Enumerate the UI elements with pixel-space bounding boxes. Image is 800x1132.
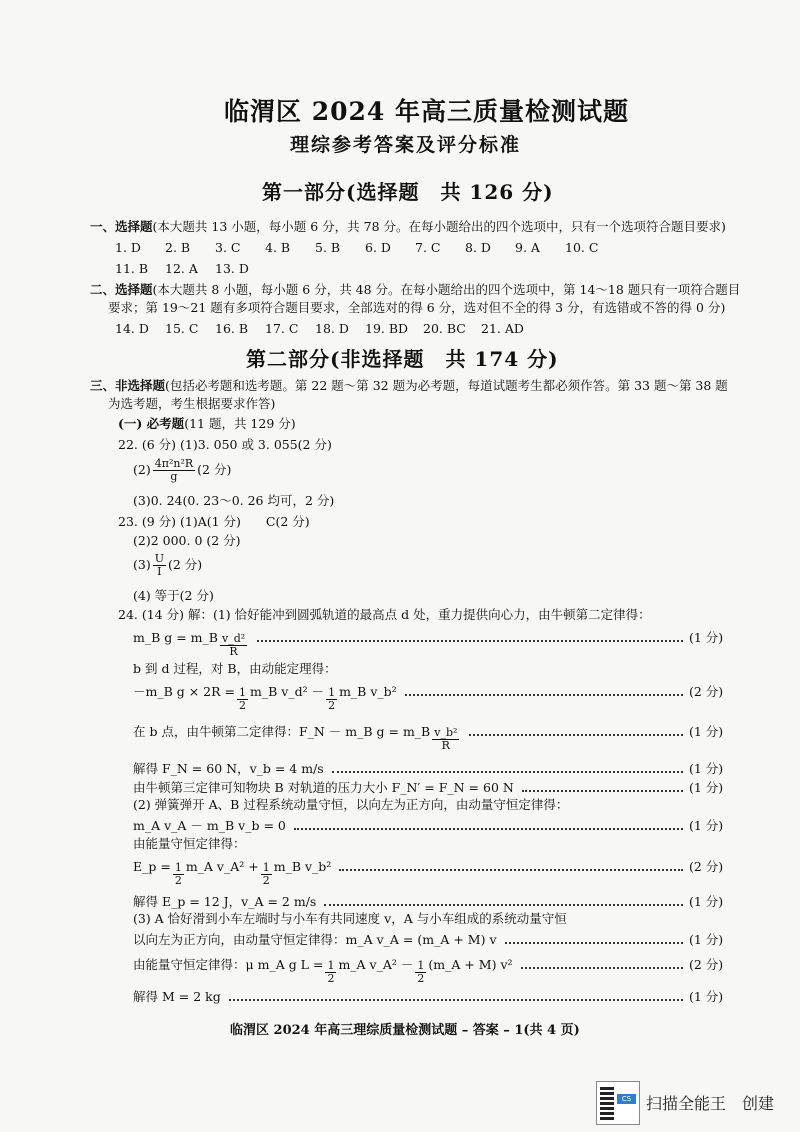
answer-item: 17. C (265, 321, 299, 336)
leader-dots (405, 693, 683, 696)
q24-energy-text: 由能量守恒定律得： (133, 836, 246, 851)
answer-item: 10. C (565, 240, 599, 255)
q24-eq8 (133, 892, 723, 910)
fraction-denominator: 2 (417, 972, 425, 985)
fraction-denominator: 2 (174, 874, 182, 887)
eq4-text: 解得 F_N = 60 N，v_b = 4 m/s (133, 761, 324, 776)
section1-answers-row2 (115, 261, 265, 277)
q23-part3 (133, 553, 202, 578)
section1-label: 一、选择题 (90, 219, 153, 234)
q24-eq6 (133, 816, 723, 834)
eq10-fraction1 (325, 960, 336, 985)
leader-dots (505, 941, 683, 944)
required-heading (118, 416, 296, 432)
fraction-numerator: 1 (327, 959, 335, 972)
eq11-text: 解得 M = 2 kg (133, 989, 221, 1004)
fraction-numerator: 1 (239, 686, 246, 699)
q24-eq3 (133, 722, 723, 752)
eq5-score: (1 分) (689, 780, 724, 795)
section3-desc-line2: 为选考题，考生根据要求作答) (108, 396, 276, 411)
answer-item: 3. C (215, 240, 241, 255)
answer-item: 15. C (165, 321, 199, 336)
answer-item: 6. D (365, 240, 391, 255)
leader-dots (229, 998, 683, 1001)
section3-label: 三、非选择题 (90, 378, 166, 393)
page-footer: 临渭区 2024 年高三理综质量检测试题 – 答案 – 1(共 4 页) (230, 1023, 580, 1038)
q24-line1: 24. (14 分) 解：(1) 恰好能冲到圆弧轨道的最高点 d 处，重力提供向心力，由牛顿第二定律得： (118, 607, 651, 622)
section1-intro (90, 219, 726, 235)
answer-item: 16. B (215, 321, 249, 336)
q23-line1: 23. (9 分) (1)A(1 分) C(2 分) (118, 514, 310, 529)
answer-item: 20. BC (423, 321, 466, 336)
required-desc: (11 题，共 129 分) (184, 416, 296, 431)
q24-eq2 (133, 682, 723, 712)
q23-part3-score: (2 分) (168, 557, 203, 572)
document-subtitle: 理综参考答案及评分标准 (290, 134, 522, 156)
q24-part2-text: (2) 弹簧弹开 A、B 过程系统动量守恒，以向左为正方向，由动量守恒定律得： (133, 797, 569, 812)
fraction-numerator: 4π²n²R (154, 457, 194, 470)
q24-eq5 (133, 778, 723, 796)
fraction-denominator: 2 (239, 699, 246, 712)
leader-dots (257, 639, 683, 642)
q24-eq4 (133, 759, 723, 777)
eq3-text: 在 b 点，由牛顿第二定律得：F_N － m_B g = m_B (133, 724, 431, 739)
qr-code-icon (600, 1086, 614, 1120)
q22-line1: 22. (6 分) (1)3. 050 或 3. 055(2 分) (118, 437, 332, 452)
eq2-fraction2 (326, 687, 337, 712)
eq7-fraction2 (261, 862, 272, 887)
eq2-part-a: －m_B g × 2R = (133, 684, 235, 699)
fraction-denominator: 2 (327, 972, 335, 985)
fraction-denominator: g (170, 470, 178, 483)
eq2-part-c: m_B v_b² (339, 684, 397, 699)
leader-dots (521, 966, 683, 969)
eq7-part-c: m_B v_b² (273, 859, 332, 874)
q23-part2: (2)2 000. 0 (2 分) (133, 533, 241, 548)
answer-item: 18. D (315, 321, 349, 336)
eq9-score: (1 分) (689, 932, 724, 947)
answer-item: 5. B (315, 240, 341, 255)
section2-answers (115, 321, 531, 337)
fraction-numerator: 1 (328, 686, 336, 699)
section2-label: 二、选择题 (90, 282, 153, 297)
answer-item: 7. C (415, 240, 441, 255)
q22-part2-score: (2 分) (197, 462, 232, 477)
required-label: (一) 必考题 (118, 416, 185, 431)
watermark-brand: 扫描全能王 创建 (646, 1094, 775, 1113)
eq2-score: (2 分) (689, 684, 724, 699)
eq5-text: 由牛顿第三定律可知物块 B 对轨道的压力大小 F_N′ = F_N = 60 N (133, 780, 514, 795)
eq2-fraction1 (237, 687, 248, 712)
answer-item: 8. D (465, 240, 491, 255)
eq1-fraction (220, 633, 247, 658)
fraction-denominator: R (229, 645, 238, 658)
fraction-numerator: 1 (262, 861, 270, 874)
leader-dots (469, 733, 683, 736)
q24-eq11 (133, 987, 723, 1005)
eq7-fraction1 (173, 862, 184, 887)
eq2-part-b: m_B v_d² － (250, 684, 325, 699)
answer-item: 1. D (115, 240, 141, 255)
eq6-score: (1 分) (689, 818, 724, 833)
fraction-numerator: U (154, 552, 164, 565)
eq8-text: 解得 E_p = 12 J，v_A = 2 m/s (133, 894, 317, 909)
eq7-score: (2 分) (689, 859, 724, 874)
answer-item: 13. D (215, 261, 249, 276)
q23-part3-prefix: (3) (133, 557, 151, 572)
q24-bd-text: b 到 d 过程，对 B，由动能定理得： (133, 661, 337, 676)
leader-dots (522, 789, 683, 792)
section2-intro-line1 (90, 282, 740, 298)
section2-desc-line1: (本大题共 8 小题，每小题 6 分，共 48 分。在每小题给出的四个选项中，第 14～18 题只有一项符合题目 (152, 282, 741, 297)
fraction-numerator: 1 (174, 861, 182, 874)
section1-desc: (本大题共 13 小题，每小题 6 分，共 78 分。在每小题给出的四个选项中，只有一个选项符合题目要求) (152, 219, 726, 234)
section3-intro-line1 (90, 378, 728, 394)
answer-item: 12. A (165, 261, 198, 276)
q24-eq10 (133, 955, 723, 985)
leader-dots (339, 868, 683, 871)
leader-dots (332, 770, 683, 773)
q23-part4: (4) 等于(2 分) (133, 588, 214, 603)
eq10-score: (2 分) (689, 957, 724, 972)
fraction-denominator: I (157, 565, 162, 578)
q24-eq9 (133, 930, 723, 948)
q22-part3: (3)0. 24(0. 23～0. 26 均可，2 分) (133, 493, 335, 508)
leader-dots (324, 903, 683, 906)
part2-heading: 第二部分(非选择题 共 174 分) (246, 347, 559, 371)
q24-eq7 (133, 857, 723, 887)
q22-part2-prefix: (2) (133, 462, 151, 477)
eq3-fraction (432, 727, 459, 752)
part1-heading: 第一部分(选择题 共 126 分) (262, 180, 554, 204)
eq1-score: (1 分) (689, 630, 724, 645)
section3-desc-line1: (包括必考题和选考题。第 22 题～第 32 题为必考题，每道试题考生都必须作答。第 33 题～第 38 题 (165, 378, 728, 393)
eq7-part-a: E_p = (133, 859, 171, 874)
fraction-denominator: 2 (262, 874, 270, 887)
fraction-denominator: 2 (328, 699, 336, 712)
eq3-score: (1 分) (689, 724, 724, 739)
eq7-part-b: m_A v_A² + (185, 859, 259, 874)
fraction-denominator: R (441, 739, 450, 752)
answer-item: 2. B (165, 240, 191, 255)
document-title: 临渭区 2024 年高三质量检测试题 (224, 97, 629, 126)
q24-eq1 (133, 628, 723, 658)
answer-item: 21. AD (481, 321, 524, 336)
eq10-part-a: 由能量守恒定律得：μ m_A g L = (133, 957, 324, 972)
section2-desc-line2: 要求；第 19～21 题有多项符合题目要求，全部选对的得 6 分，选对但不全的得 3 分，有选错或不答的得 0 分) (108, 300, 726, 315)
fraction-numerator: v_d² (221, 632, 246, 645)
fraction-numerator: v_b² (434, 726, 458, 739)
answer-item: 11. B (115, 261, 149, 276)
eq10-part-c: (m_A + M) v² (428, 957, 513, 972)
eq10-part-b: m_A v_A² － (338, 957, 414, 972)
logo-badge-icon: CS (617, 1094, 636, 1104)
fraction-numerator: 1 (417, 959, 425, 972)
eq10-fraction2 (415, 960, 426, 985)
answer-item: 9. A (515, 240, 540, 255)
leader-dots (294, 827, 683, 830)
eq1-lhs: m_B g = m_B (133, 630, 218, 645)
q22-fraction (153, 458, 195, 483)
eq6-text: m_A v_A － m_B v_b = 0 (133, 818, 286, 833)
eq9-text: 以向左为正方向，由动量守恒定律得：m_A v_A = (m_A + M) v (133, 932, 497, 947)
eq8-score: (1 分) (689, 894, 724, 909)
q24-part3-text: (3) A 恰好滑到小车左端时与小车有共同速度 v，A 与小车组成的系统动量守恒 (133, 911, 567, 926)
eq4-score: (1 分) (689, 761, 724, 776)
q22-part2 (133, 458, 231, 483)
scanner-logo-icon (596, 1081, 640, 1125)
eq11-score: (1 分) (689, 989, 724, 1004)
q23-fraction (153, 553, 166, 578)
answer-item: 14. D (115, 321, 149, 336)
answer-item: 19. BD (365, 321, 409, 336)
section1-answers-row1 (115, 240, 615, 256)
answer-item: 4. B (265, 240, 291, 255)
